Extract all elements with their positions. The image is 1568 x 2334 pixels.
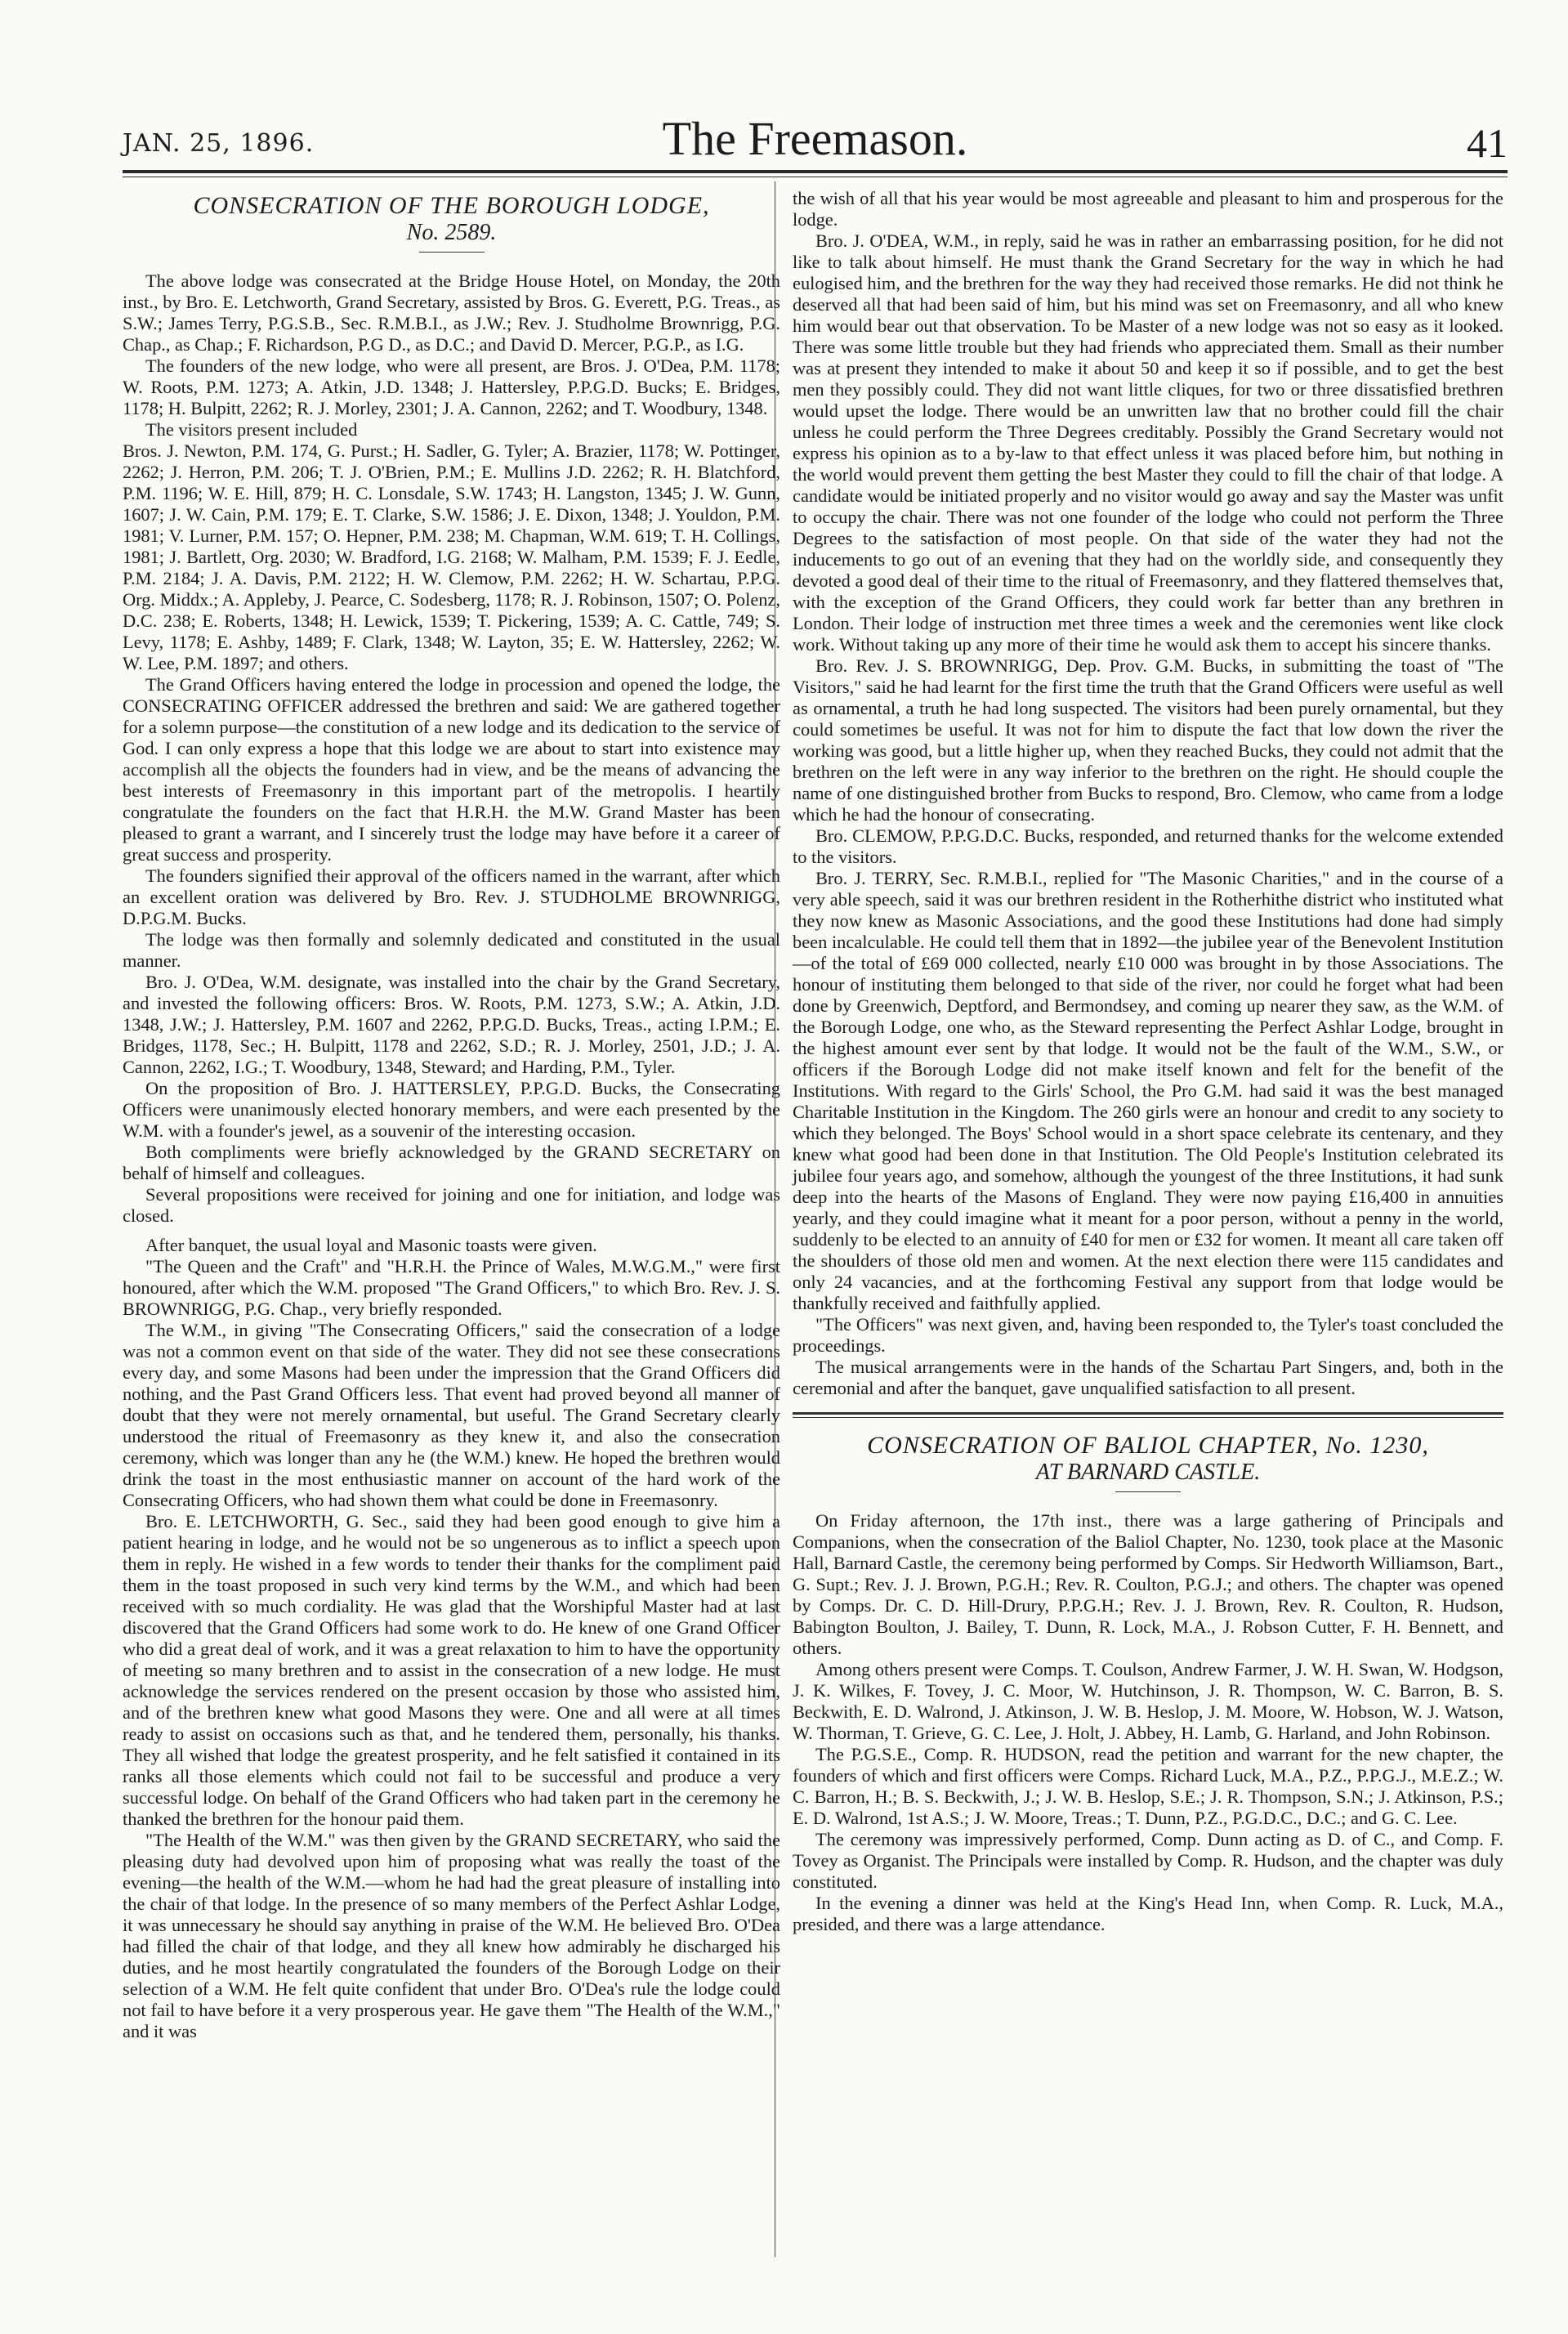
- article-subheading-lodge-number: No. 2589.: [406, 220, 497, 245]
- paragraph: Bro. Rev. J. S. BROWNRIGG, Dep. Prov. G.M. Bucks, in submitting the toast of "The Visitors," said he had learnt for the first time the truth that the Grand Officers were useful as well as ornamental, a truth he had long suspected. The visitors had been purely ornamental, but they could sometimes be useful. It was not for him to dispute the fact that low down the river the working was good, but a little higher up, when they reached Bucks, they could not admit that the brethren on the left were in any way inferior to the brethren on the right. He should couple the name of one distinguished brother from Bucks to respond, Bro. Clemow, who came from a lodge which he had the honour of consecrating.: [793, 655, 1503, 825]
- heading-rule: [419, 252, 485, 253]
- paragraph: The founders signified their approval of the officers named in the warrant, after which an excellent oration was delivered by Bro. Rev. J. STUDHOLME BROWNRIGG, D.P.G.M. Bucks.: [123, 865, 780, 928]
- heading-rule: [1115, 1491, 1181, 1492]
- paragraph: "The Health of the W.M." was then given by the GRAND SECRETARY, who said the pleasing duty had devolved upon him of proposing what was really the toast of the evening—the health of the W.M.—whom he had had the great pleasure of installing into the chair of that lodge. In the presence of so many members of the Perfect Ashlar Lodge, it was unnecessary he should say anything in praise of the W.M. He believed Bro. O'Dea had filled the chair of that lodge, and they all knew how admirably he discharged his duties, and he most heartily congratulated the founders of the Borough Lodge on their selection of a W.M. He felt quite confident that under Bro. O'Dea's rule the lodge could not fail to have before it a very prosperous year. He gave them "The Health of the W.M.," and it was: [123, 1830, 780, 2041]
- paragraph: The founders of the new lodge, who were all present, are Bros. J. O'Dea, P.M. 1178; W. Roots, P.M. 1273; A. Atkin, J.D. 1348; J. Hattersley, P.P.G.D. Bucks; E. Bridges, 1178; H. Bulpitt, 2262; R. J. Morley, 2301; J. A. Cannon, 2262; and T. Woodbury, 1348.: [123, 355, 780, 418]
- masthead: [123, 96, 1508, 170]
- article-heading-borough-lodge: CONSECRATION OF THE BOROUGH LODGE,: [193, 192, 710, 219]
- paragraph: The above lodge was consecrated at the Bridge House Hotel, on Monday, the 20th inst., by Bro. E. Letchworth, Grand Secretary, assisted by Bros. G. Everett, P.G. Treas., as S.W.; James Terry, P.G.S.B., Sec. R.M.B.I., as J.W.; Rev. J. Studholme Brownrigg, P.G. Chap., as Chap.; F. Richardson, P.G D., as D.C.; and David D. Mercer, P.G.P., as I.G.: [123, 271, 780, 355]
- paragraph: On the proposition of Bro. J. HATTERSLEY, P.P.G.D. Bucks, the Consecrating Officers were unanimously elected honorary members, and were each presented by the W.M. with a founder's jewel, as a souvenir of the interesting occasion.: [123, 1078, 780, 1141]
- paragraph: The ceremony was impressively performed, Comp. Dunn acting as D. of C., and Comp. F. Tovey as Organist. The Principals were installed by Comp. R. Hudson, and the chapter was duly constituted.: [793, 1829, 1503, 1892]
- paragraph: Bro. CLEMOW, P.P.G.D.C. Bucks, responded, and returned thanks for the welcome extended to the visitors.: [793, 825, 1503, 867]
- separator-rule-thick: [793, 1412, 1503, 1415]
- paragraph: "The Officers" was next given, and, having been responded to, the Tyler's toast concluded the proceedings.: [793, 1314, 1503, 1356]
- visitors-list: Bros. J. Newton, P.M. 174, G. Purst.; H. Sadler, G. Tyler; A. Brazier, 1178; W. Pottinger, 2262; J. Herron, P.M. 206; T. J. O'Brien, P.M.; E. Mullins J.D. 2262; R. H. Blatchford, P.M. 1196; W. E. Hill, 879; H. C. Lonsdale, S.W. 1743; H. Langston, 1345; J. W. Gunn, 1607; J. W. Cain, P.M. 179; E. T. Clarke, S.W. 1586; J. E. Dixon, 1348; J. Youldon, P.M. 1981; V. Lurner, P.M. 157; O. Hepner, P.M. 238; M. Chapman, W.M. 619; T. H. Collings, 1981; J. Bartlett, Org. 2030; W. Bradford, I.G. 2168; W. Malham, P.M. 1539; F. J. Eedle, P.M. 2184; J. A. Davis, P.M. 2122; H. W. Clemow, P.M. 2262; H. W. Schartau, P.P.G. Org. Middx.; A. Appleby, J. Pearce, C. Sodesberg, 1178; R. J. Robinson, 1507; O. Polenz, D.C. 238; E. Roberts, 1348; H. Lewick, 1539; T. Pickering, 1539; A. C. Cattle, 749; S. Levy, 1178; E. Ashby, 1489; F. Clark, 1348; W. Layton, 35; E. W. Hattersley, 2262; W. W. Lee, P.M. 1897; and others.: [123, 440, 780, 673]
- right-column: [793, 188, 1503, 1935]
- issue-date: JAN. 25, 1896.: [123, 129, 315, 158]
- paragraph: Bro. J. TERRY, Sec. R.M.B.I., replied for "The Masonic Charities," and in the course of a very able speech, said it was our brethren resident in the Rotherhithe district who instituted what they now knew as Masonic Associations, and the good these Institutions had done had simply been incalculable. He could tell them that in 1892—the jubilee year of the Benevolent Institution—of the total of £69 000 collected, nearly £10 000 was brought in by those Associations. The honour of instituting them belonged to that side of the river, nor could he forget what had been done by Greenwich, Deptford, and Bermondsey, and coming up nearer they saw, as the W.M. of the Borough Lodge, one who, as the Steward representing the Perfect Ashlar Lodge, brought in the highest amount ever sent by that lodge. It would not be the fault of the W.M., S.W., or officers if the Borough Lodge did not make itself known and felt for the benefit of the Institutions. With regard to the Girls' School, the Pro G.M. had said it was the best managed Charitable Institution in the Kingdom. The 260 girls were an honour and credit to any society to which they belonged. The Boys' School would in a short space celebrate its centenary, and they knew what good had been done in that Institution. The Old People's Institution celebrated its jubilee four years ago, and somehow, although the youngest of the three Institutions, it had sunk deep into the hearts of the Masons of England. They were now paying £16,400 in annuities yearly, and they could imagine what it meant for a poor person, without a penny in the world, suddenly to be elected to an annuity of £40 for men or £32 for women. It meant all care taken off the shoulders of those old men and women. At the next election there were 115 candidates and only 24 vacancies, and at the forthcoming Festival any support from that lodge would be thankfully received and faithfully applied.: [793, 868, 1503, 1313]
- paragraph: On Friday afternoon, the 17th inst., there was a large gathering of Principals and Companions, when the consecration of the Baliol Chapter, No. 1230, took place at the Masonic Hall, Barnard Castle, the ceremony being performed by Comps. Sir Hedworth Williamson, Bart., G. Supt.; Rev. J. J. Brown, P.G.H.; Rev. R. Coulton, P.G.J.; and others. The chapter was opened by Comps. Dr. C. D. Hill-Drury, P.P.G.H.; Rev. J. J. Brown, Rev. R. Coulton, R. Hudson, Babington Boulton, J. Bailey, T. Dunn, R. Lock, M.A., J. Robson Cutter, F. H. Bennett, and others.: [793, 1510, 1503, 1658]
- paragraph: After banquet, the usual loyal and Masonic toasts were given.: [145, 1235, 597, 1255]
- page-number: 41: [1467, 120, 1508, 166]
- paragraph: Bro. J. O'DEA, W.M., in reply, said he was in rather an embarrassing position, for he did not like to talk about himself. He must thank the Grand Secretary for the way in which he had eulogised him, and the brethren for the way they had received those remarks. He did not think he deserved all that had been said of him, but his mind was set on Freemasonry, and all who knew him would bear out that observation. To be Master of a new lodge was not so easy as it looked. There was some little trouble but they had friends who appreciated them. Small as their number was at present they intended to make it about 50 and keep it so if possible, and to get the best men they possibly could. They did not want little cliques, for two or three dissatisfied brethren would upset the lodge. There would be an unwritten law that no brother could fill the chair unless he could perform the Three Degrees creditably. Possibly the Grand Secretary would not express his opinion as to a by-law to that effect unless it was placed before him, but nothing in the world would prevent them getting the best Master they could to fill the chair of that lodge. A candidate would be initiated properly and no visitor would go away and say the Master was unfit to occupy the chair. There was not one founder of the lodge who could not perform the Three Degrees to the satisfaction of most people. On that side of the water they had not the inducements to go out of an evening that they had on the worldly side, and consequently they devoted a good deal of their time to the ritual of Freemasonry, and they flattered themselves that, with the exception of the Grand Officers, they could work far better than any brethren in London. Their lodge of instruction met three times a week and the ceremonies went like clock work. Without taking up any more of their time he would ask them to accept his sincere thanks.: [793, 230, 1503, 655]
- paragraph: "The Queen and the Craft" and "H.R.H. the Prince of Wales, M.W.G.M.," were first honoured, after which the W.M. proposed "The Grand Officers," to which Bro. Rev. J. S. BROWNRIGG, P.G. Chap., very briefly responded.: [123, 1256, 780, 1319]
- paragraph: Several propositions were received for joining and one for initiation, and lodge was closed.: [123, 1184, 780, 1226]
- paragraph: the wish of all that his year would be most agreeable and pleasant to him and prosperous for the lodge.: [793, 188, 1503, 230]
- article-separator: [793, 1412, 1503, 1418]
- article-heading-baliol-chapter: CONSECRATION OF BALIOL CHAPTER, No. 1230,: [867, 1432, 1429, 1459]
- separator-rule-thin: [793, 1417, 1503, 1418]
- paragraph: Bro. J. O'Dea, W.M. designate, was installed into the chair by the Grand Secretary, and invested the following officers: Bros. W. Roots, P.M. 1273, S.W.; A. Atkin, J.D. 1348, J.W.; J. Hattersley, P.M. 1607 and 2262, P.P.G.D. Bucks, Treas., acting I.P.M.; E. Bridges, 1178, Sec.; H. Bulpitt, 1178 and 2262, S.D.; R. J. Morley, 2501, J.D.; J. A. Cannon, 2262, I.G.; T. Woodbury, 1348, Steward; and Harding, P.M., Tyler.: [123, 972, 780, 1077]
- paragraph: The Grand Officers having entered the lodge in procession and opened the lodge, the CONSECRATING OFFICER addressed the brethren and said: We are gathered together for a solemn purpose—the constitution of a new lodge and its dedication to the service of God. I can only express a hope that this lodge we are about to start into existence may accomplish all the objects the founders had in view, and be the means of advancing the best interests of Freemasonry in this important part of the metropolis. I heartily congratulate the founders on the fact that H.R.H. the M.W. Grand Master has been pleased to grant a warrant, and I sincerely trust the lodge may have before it a career of great success and prosperity.: [123, 674, 780, 865]
- paragraph: The visitors present included: [145, 419, 358, 440]
- spacer: [123, 1227, 780, 1235]
- paragraph: The lodge was then formally and solemnly dedicated and constituted in the usual manner.: [123, 929, 780, 971]
- paragraph: The W.M., in giving "The Consecrating Officers," said the consecration of a lodge was not a common event on that side of the water. They did not see these consecrations every day, and some Masons had been under the impression that the Grand Officers did nothing, and the Past Grand Officers less. That event had proved beyond all manner of doubt that they were not merely ornamental, but useful. The Grand Secretary clearly understood the ritual of Freemasonry as they knew it, and also the consecration ceremony, which was longer than any he (the W.M.) knew. He hoped the brethren would drink the toast in the most enthusiastic manner on account of the hard work of the Consecrating Officers, who had shown them what could be done in Freemasonry.: [123, 1320, 780, 1510]
- paragraph: The P.G.S.E., Comp. R. HUDSON, read the petition and warrant for the new chapter, the founders of which and first officers were Comps. Richard Luck, M.A., P.Z., P.P.G.J., M.E.Z.; W. C. Barron, H.; B. S. Beckwith, J.; J. W. B. Heslop, S.E.; J. R. Thompson, S.N.; J. Atkinson, P.S.; E. D. Walrond, 1st A.S.; J. W. Moore, Treas.; T. Dunn, P.Z., P.G.D.C., D.C.; and G. C. Lee.: [793, 1744, 1503, 1828]
- paragraph: In the evening a dinner was held at the King's Head Inn, when Comp. R. Luck, M.A., presided, and there was a large attendance.: [793, 1893, 1503, 1934]
- paragraph: Bro. E. LETCHWORTH, G. Sec., said they had been good enough to give him a patient hearing in lodge, and he would not be so ungenerous as to inflict a speech upon them in reply. He wished in a few words to tender their thanks for the compliment paid them in the toast proposed in such very kind terms by the W.M., and which had been received with so much cordiality. He was glad that the Worshipful Master had at last discovered that the Grand Officers had some work to do. He knew of one Grand Officer who did a great deal of work, and it was a great relaxation to him to have the opportunity of meeting so many brethren and to assist in the consecration of a new lodge. He must acknowledge the services rendered on the present occasion by those who assisted him, and of the brethren knew what good Masons they were. One and all were at all times ready to assist on occasions such as that, and he tendered them, personally, his thanks. They all wished that lodge the greatest prosperity, and he felt satisfied it contained in its ranks all those elements which could not fail to be successful and produce a very successful lodge. On behalf of the Grand Officers who had taken part in the ceremony he thanked the brethren for the honour paid them.: [123, 1511, 780, 1829]
- paragraph: The musical arrangements were in the hands of the Schartau Part Singers, and, both in the ceremonial and after the banquet, gave unqualified satisfaction to all present.: [793, 1357, 1503, 1398]
- article-subheading-location: AT BARNARD CASTLE.: [1035, 1460, 1261, 1485]
- paragraph: Among others present were Comps. T. Coulson, Andrew Farmer, J. W. H. Swan, W. Hodgson, J. K. Wilkes, F. Tovey, J. C. Moor, W. Hutchinson, J. R. Thompson, W. C. Barron, B. S. Beckwith, E. D. Walrond, J. Atkinson, J. W. B. Heslop, J. M. Moore, W. Hobson, W. J. Watson, W. Thorman, T. Grieve, G. C. Lee, J. Holt, J. Abbey, H. Lamb, G. Harland, and John Robinson.: [793, 1659, 1503, 1743]
- left-column: [123, 188, 780, 2042]
- publication-title: The Freemason.: [662, 112, 968, 165]
- paragraph: Both compliments were briefly acknowledged by the GRAND SECRETARY on behalf of himself and colleagues.: [123, 1142, 780, 1183]
- masthead-rule: [123, 170, 1508, 173]
